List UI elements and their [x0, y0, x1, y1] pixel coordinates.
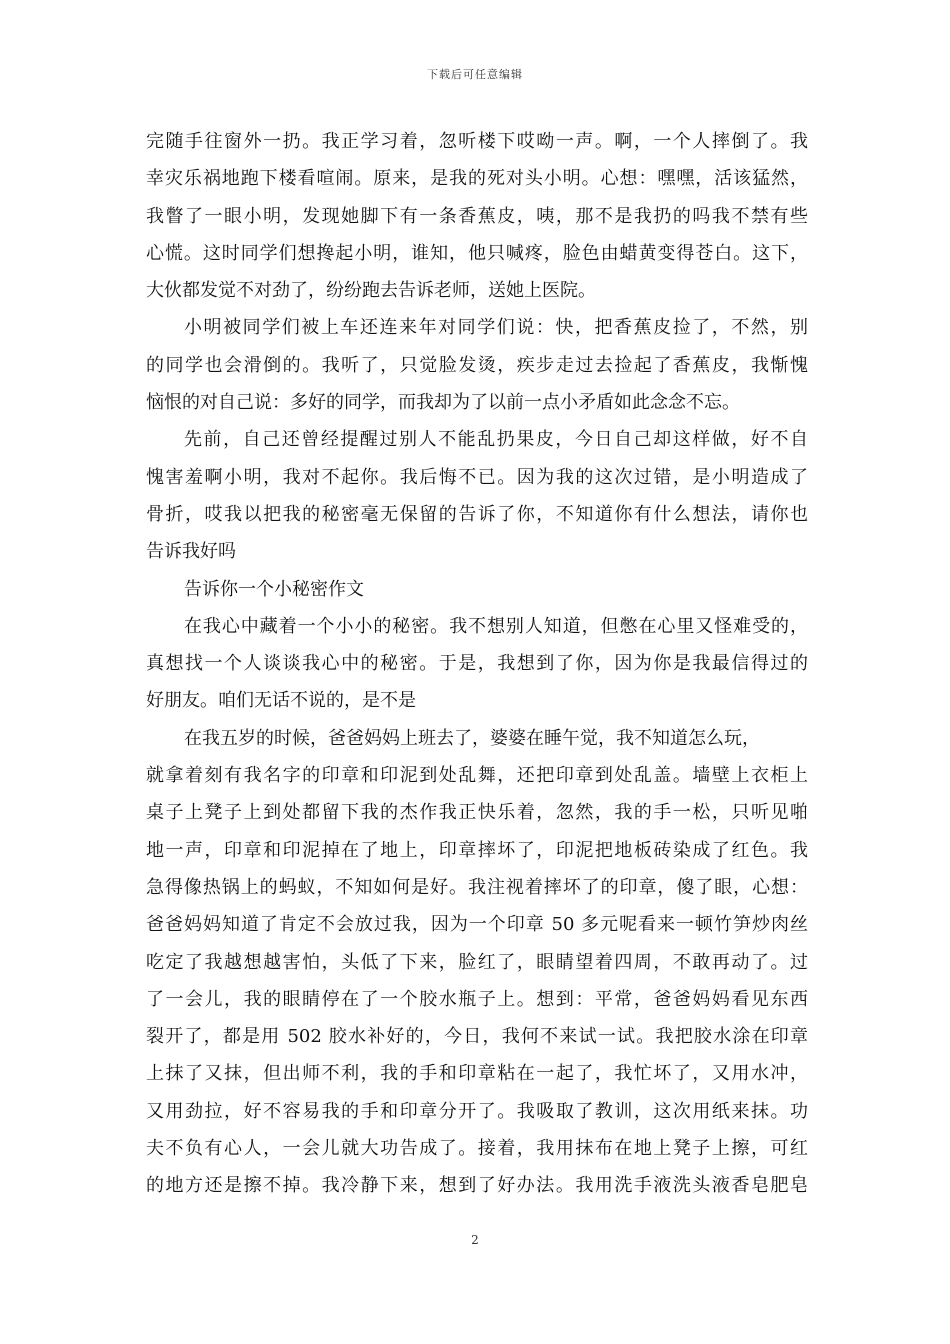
text-line: 真想找一个人谈谈我心中的秘密。于是，我想到了你，因为你是我最信得过的	[146, 653, 808, 675]
text-line: 愧害羞啊小明，我对不起你。我后悔不已。因为我的这次过错，是小明造成了	[146, 466, 808, 488]
text-line: 完随手往窗外一扔。我正学习着，忽听楼下哎呦一声。啊，一个人摔倒了。我	[146, 131, 808, 152]
page-number: 2	[471, 1233, 479, 1247]
text-line: 小明被同学们被上车还连来年对同学们说：快，把香蕉皮捡了，不然，别	[184, 317, 808, 339]
text-line: 我瞥了一眼小明，发现她脚下有一条香蕉皮，咦，那不是我扔的吗我不禁有些	[146, 205, 808, 227]
text-line: 就拿着刻有我名字的印章和印泥到处乱舞，还把印章到处乱盖。墙壁上衣柜上	[146, 765, 808, 787]
text-line: 吃定了我越想越害怕，头低了下来，脸红了，眼睛望着四周，不敢再动了。过	[146, 951, 808, 973]
text-line: 地一声，印章和印泥掉在了地上，印章摔坏了，印泥把地板砖染成了红色。我	[146, 839, 808, 861]
text-line: 爸爸妈妈知道了肯定不会放过我，因为一个印章 50 多元呢看来一顿竹笋炒肉丝	[146, 914, 808, 936]
text-line: 的同学也会滑倒的。我听了，只觉脸发烫，疾步走过去捡起了香蕉皮，我惭愧	[146, 354, 808, 376]
text-line: 骨折，哎我以把我的秘密毫无保留的告诉了你，不知道你有什么想法，请你也	[146, 503, 808, 525]
text-line: 了一会儿，我的眼睛停在了一个胶水瓶子上。想到：平常，爸爸妈妈看见东西	[146, 988, 808, 1010]
text-line: 幸灾乐祸地跑下楼看喧闹。原来，是我的死对头小明。心想：嘿嘿，活该猛然，	[146, 168, 808, 190]
text-line: 先前，自己还曾经提醒过别人不能乱扔果皮，今日自己却这样做，好不自	[184, 429, 808, 451]
text-line: 急得像热锅上的蚂蚁，不知如何是好。我注视着摔坏了的印章，傻了眼，心想：	[146, 876, 808, 898]
text-line: 大伙都发觉不对劲了，纷纷跑去告诉老师，送她上医院。	[146, 280, 596, 302]
text-line: 心慌。这时同学们想搀起小明，谁知，他只喊疼，脸色由蜡黄变得苍白。这下，	[146, 242, 808, 264]
text-line: 告诉你一个小秘密作文	[184, 578, 364, 600]
document-body	[146, 123, 808, 1205]
text-line: 裂开了，都是用 502 胶水补好的，今日，我何不来试一试。我把胶水涂在印章	[146, 1026, 808, 1048]
text-line: 又用劲拉，好不容易我的手和印章分开了。我吸取了教训，这次用纸来抹。功	[146, 1100, 808, 1122]
text-line: 在我五岁的时候，爸爸妈妈上班去了，婆婆在睡午觉，我不知道怎么玩，	[184, 727, 760, 749]
text-line: 好朋友。咱们无话不说的，是不是	[146, 690, 416, 712]
text-line: 的地方还是擦不掉。我冷静下来，想到了好办法。我用洗手液洗头液香皂肥皂	[146, 1175, 808, 1197]
text-line: 桌子上凳子上到处都留下我的杰作我正快乐着，忽然，我的手一松，只听见啪	[146, 802, 808, 824]
page-header: 下载后可任意编辑	[427, 68, 523, 81]
text-line: 夫不负有心人，一会儿就大功告成了。接着，我用抹布在地上凳子上擦，可红	[146, 1138, 808, 1160]
text-line: 恼恨的对自己说：多好的同学，而我却为了以前一点小矛盾如此念念不忘。	[146, 392, 740, 414]
text-line: 上抹了又抹，但出师不利，我的手和印章粘在一起了，我忙坏了，又用水冲，	[146, 1063, 808, 1085]
text-line: 告诉我好吗	[146, 541, 236, 563]
text-line: 在我心中藏着一个小小的秘密。我不想别人知道，但憋在心里又怪难受的，	[184, 615, 808, 637]
